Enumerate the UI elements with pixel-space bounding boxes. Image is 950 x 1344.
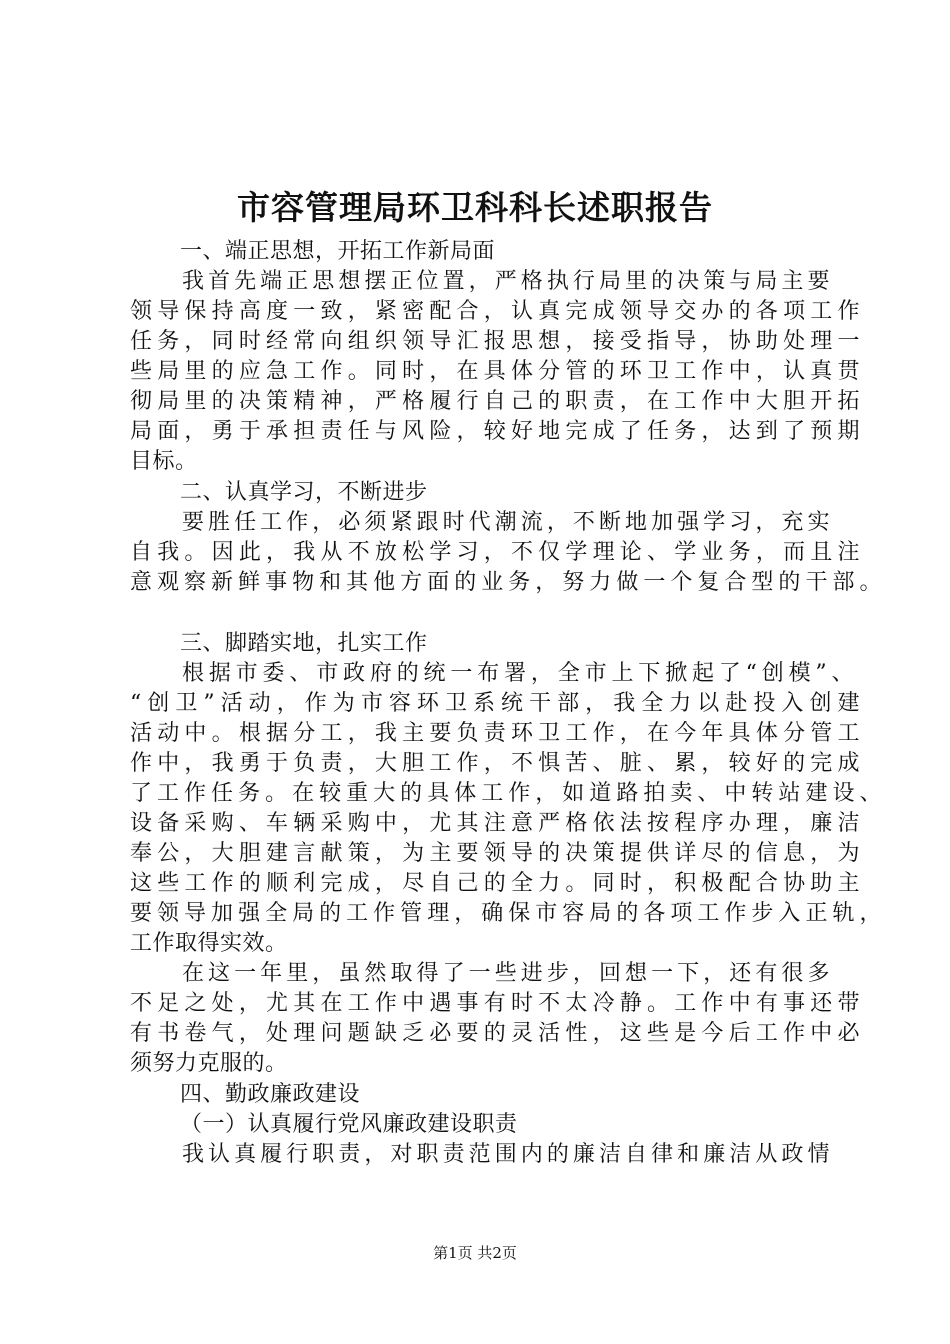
- paragraph-line: 工作取得实效。: [130, 931, 288, 956]
- paragraph-line: 我首先端正思想摆正位置，严格执行局里的决策与局主要: [182, 269, 830, 294]
- paragraph-line: 不足之处，尤其在工作中遇事有时不太冷静。工作中有事还带: [130, 991, 860, 1016]
- paragraph-line: 我认真履行职责，对职责范围内的廉洁自律和廉洁从政情: [182, 1142, 830, 1167]
- document-title: 市容管理局环卫科科长述职报告: [237, 188, 713, 227]
- paragraph-line: 活动中。根据分工，我主要负责环卫工作，在今年具体分管工: [130, 721, 860, 746]
- paragraph-line: 了工作任务。在较重大的具体工作，如道路拍卖、中转站建设、: [130, 781, 882, 806]
- paragraph-line: “创卫”活动，作为市容环卫系统干部，我全力以赴投入创建: [130, 691, 860, 716]
- paragraph-line: 自我。因此，我从不放松学习，不仅学理论、学业务，而且注: [130, 540, 860, 565]
- page-number: 第1页 共2页: [433, 1244, 517, 1262]
- heading-4: 四、勤政廉政建设: [180, 1082, 361, 1107]
- paragraph-line: 些局里的应急工作。同时，在具体分管的环卫工作中，认真贯: [130, 359, 860, 384]
- paragraph-line: 目标。: [130, 449, 198, 474]
- paragraph-line: 要胜任工作，必须紧跟时代潮流，不断地加强学习，充实: [182, 510, 830, 535]
- paragraph-line: 意观察新鲜事物和其他方面的业务，努力做一个复合型的干部。: [130, 570, 882, 595]
- paragraph-line: 在这一年里，虽然取得了一些进步，回想一下，还有很多: [182, 961, 830, 986]
- heading-2: 二、认真学习，不断进步: [180, 480, 428, 505]
- paragraph-line: 这些工作的顺利完成，尽自己的全力。同时，积极配合协助主: [130, 871, 860, 896]
- paragraph-line: 要领导加强全局的工作管理，确保市容局的各项工作步入正轨，: [130, 901, 882, 926]
- paragraph-line: 作中，我勇于负责，大胆工作，不惧苦、脏、累，较好的完成: [130, 751, 860, 776]
- paragraph-line: 彻局里的决策精神，严格履行自己的职责，在工作中大胆开拓: [130, 389, 860, 414]
- heading-1: 一、端正思想，开拓工作新局面: [180, 239, 496, 264]
- paragraph-line: 领导保持高度一致，紧密配合，认真完成领导交办的各项工作: [130, 299, 860, 324]
- paragraph-line: 奉公，大胆建言献策，为主要领导的决策提供详尽的信息，为: [130, 841, 860, 866]
- subheading-1: （一）认真履行党风廉政建设职责: [180, 1112, 518, 1137]
- paragraph-line: 有书卷气，处理问题缺乏必要的灵活性，这些是今后工作中必: [130, 1021, 860, 1046]
- heading-3: 三、脚踏实地，扎实工作: [180, 631, 428, 656]
- paragraph-line: 任务，同时经常向组织领导汇报思想，接受指导，协助处理一: [130, 329, 860, 354]
- paragraph-line: 须努力克服的。: [130, 1051, 288, 1076]
- paragraph-line: 根据市委、市政府的统一布署，全市上下掀起了“创模”、: [182, 661, 854, 686]
- paragraph-line: 设备采购、车辆采购中，尤其注意严格依法按程序办理，廉洁: [130, 811, 860, 836]
- paragraph-line: 局面，勇于承担责任与风险，较好地完成了任务，达到了预期: [130, 419, 860, 444]
